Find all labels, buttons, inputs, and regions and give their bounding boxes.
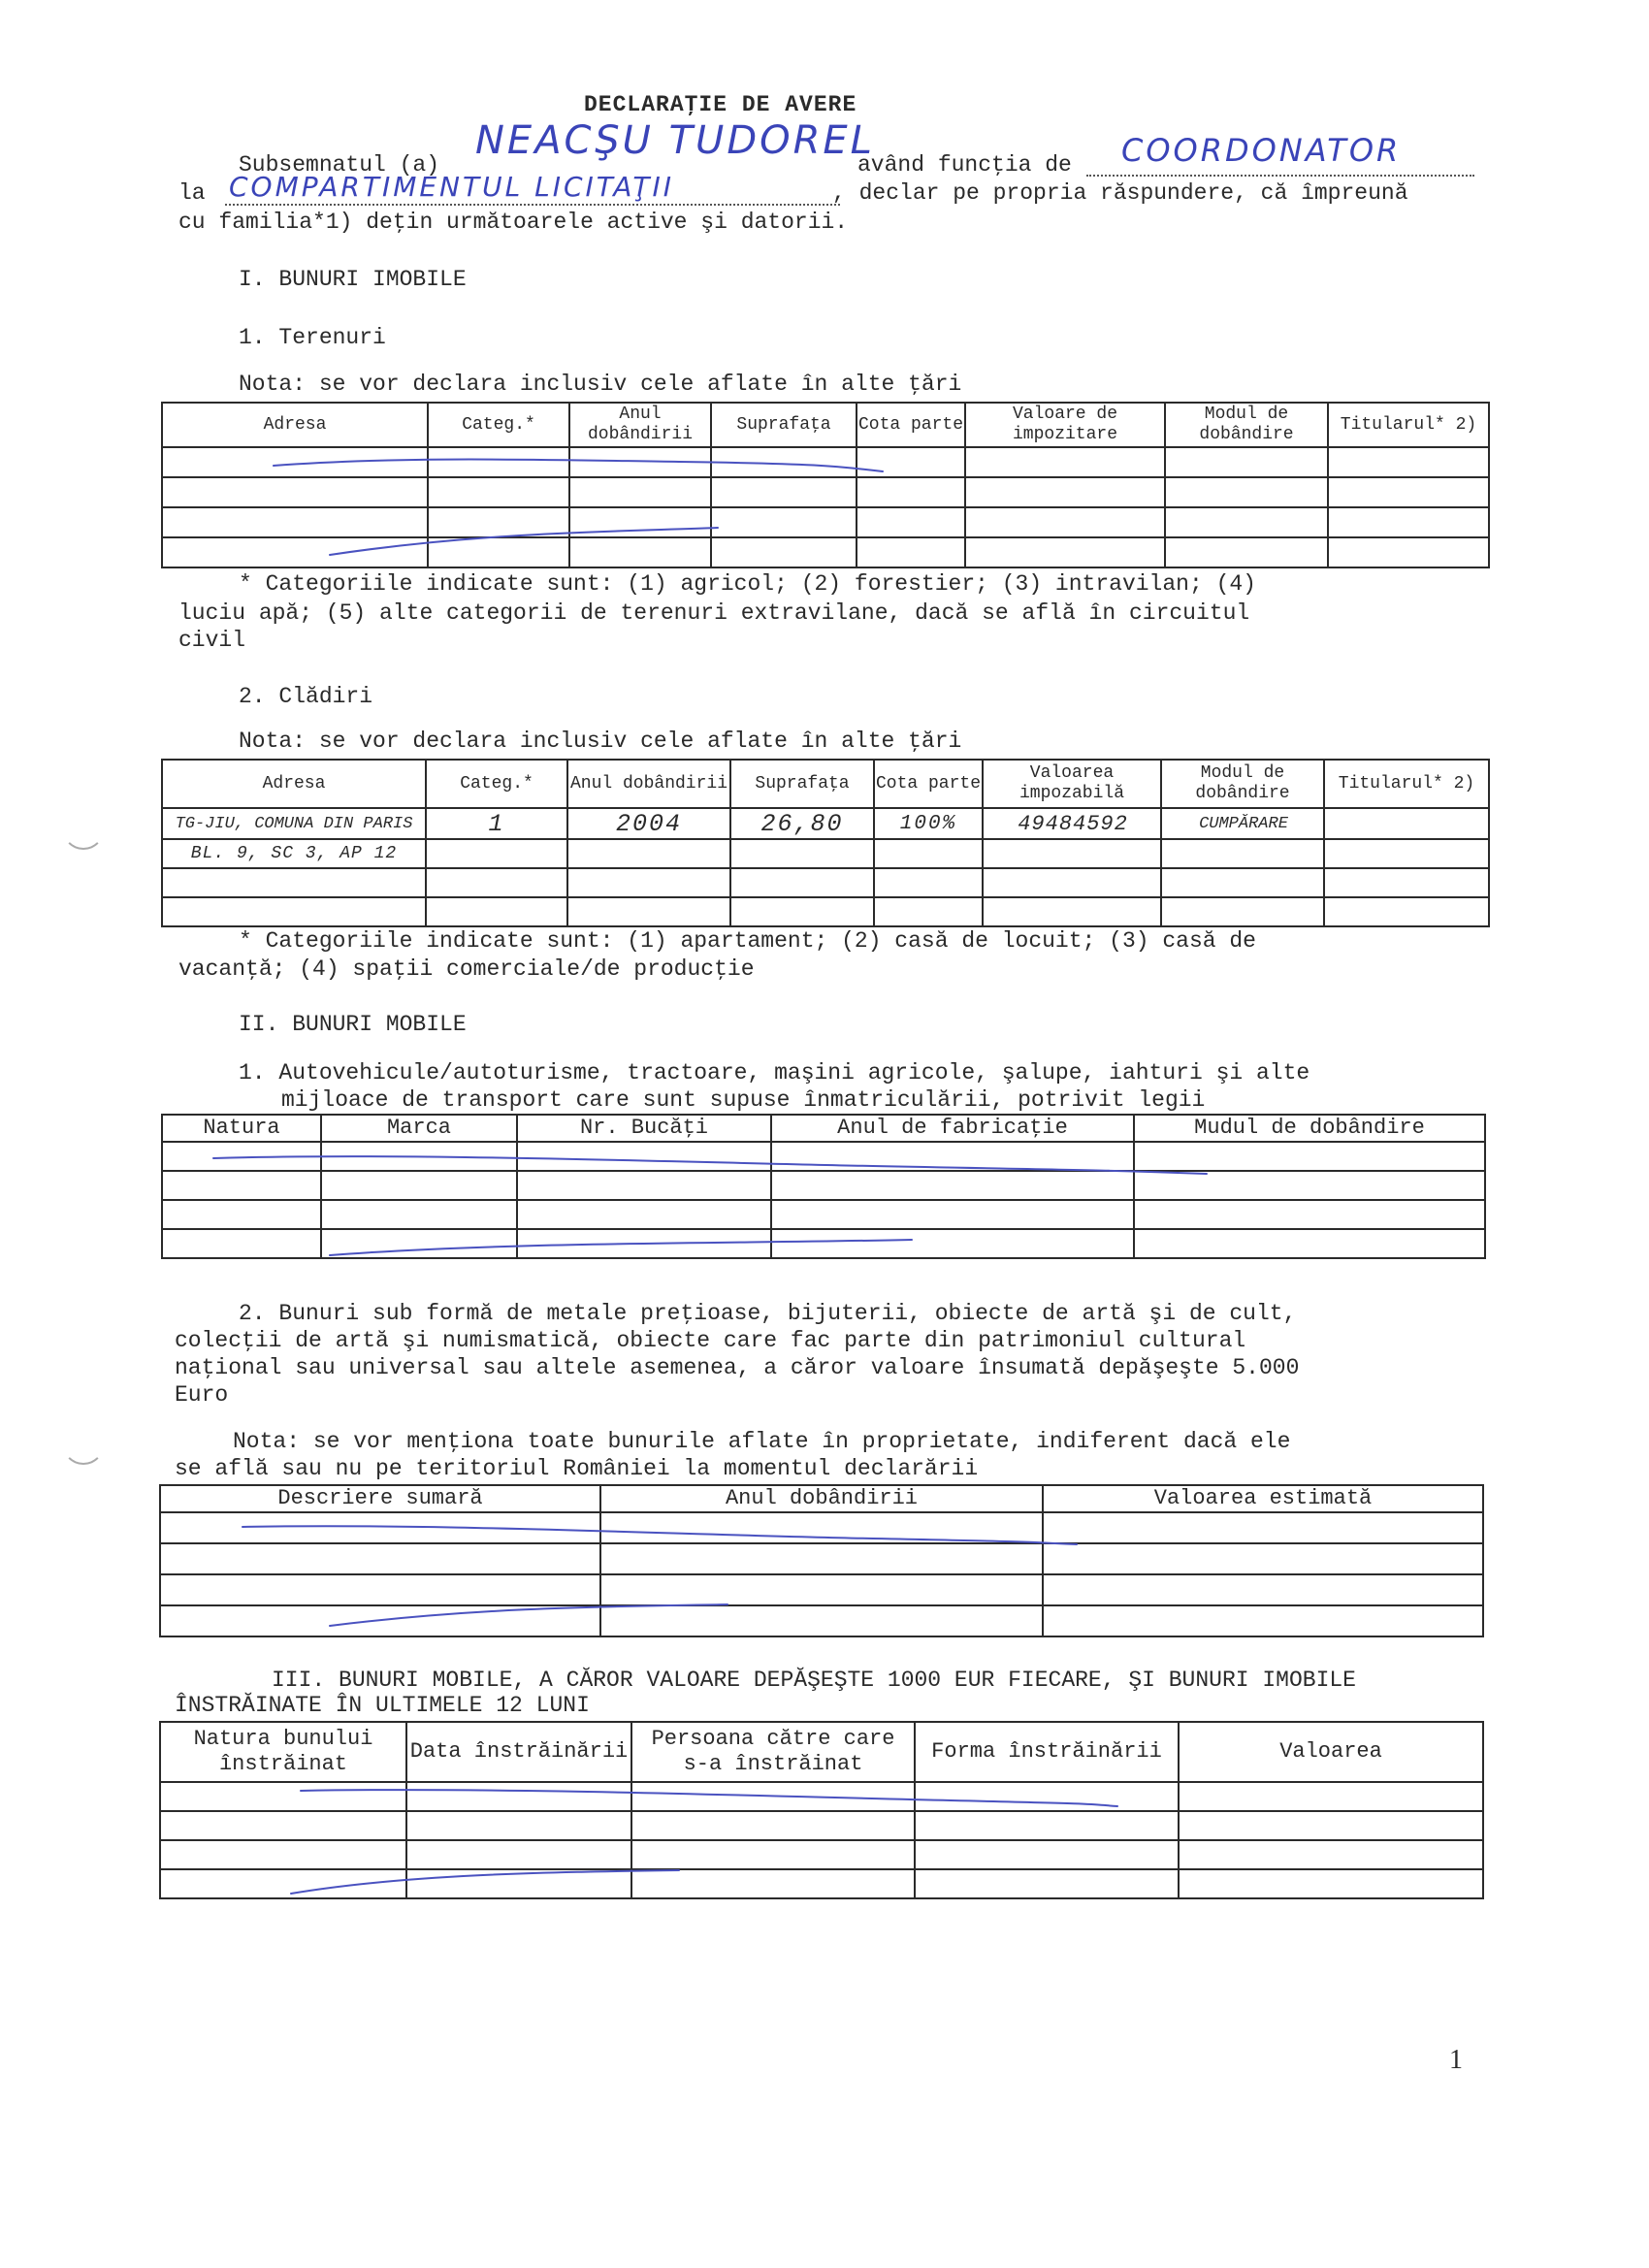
col-valoarea: Valoarea impozabilă [983,760,1161,808]
col-anul: Anul dobândirii [600,1485,1043,1512]
metale-text-1: 2. Bunuri sub formă de metale preţioase, bijuterii, obiecte de artă şi de cult, [239,1301,1297,1326]
section3-line-1: III. BUNURI MOBILE, A CĂROR VALOARE DEPĂŞEŞTE 1000 EUR FIECARE, ŞI BUNURI IMOBILE [272,1668,1356,1693]
table-row [162,537,1489,567]
declarant-name: NEACŞU TUDOREL [475,118,875,163]
cell-valoarea: 49484592 [983,808,1161,839]
col-natura-bunului: Natura bunului înstrăinat [160,1722,406,1782]
cladiri-footnote-2: vacanţă; (4) spaţii comerciale/de producţie [178,956,755,982]
col-adresa: Adresa [162,760,426,808]
col-natura: Natura [162,1115,321,1142]
col-nr-bucati: Nr. Bucăţi [517,1115,771,1142]
table-row [162,1200,1485,1229]
intro-subsemnatul: Subsemnatul (a) [239,152,440,178]
col-descriere: Descriere sumară [160,1485,600,1512]
function-dotted-line [1086,175,1474,177]
table-row [162,1171,1485,1200]
table-row [162,1229,1485,1258]
terenuri-heading: 1. Terenuri [239,325,386,350]
cladiri-footnote-1: * Categoriile indicate sunt: (1) apartament; (2) casă de locuit; (3) casă de [239,928,1256,954]
auto-text-1: 1. Autovehicule/autoturisme, tractoare, maşini agricole, şalupe, iahturi şi alte [239,1060,1310,1085]
section2-heading: II. BUNURI MOBILE [239,1012,467,1037]
section3-line-2: ÎNSTRĂINATE ÎN ULTIMELE 12 LUNI [175,1693,590,1718]
col-categ: Categ.* [426,760,567,808]
table-row [162,447,1489,477]
terenuri-nota: Nota: se vor declara inclusiv cele aflate în alte ţări [239,372,962,397]
table-row [162,868,1489,897]
terenuri-footnote-3: civil [178,628,246,653]
metale-text-3: naţional sau universal sau altele asemenea, a căror valoare însumată depăşeşte 5.000 [175,1355,1300,1380]
col-anul: Anul dobândirii [567,760,730,808]
cladiri-table [161,759,1490,927]
cell-modul: CUMPĂRARE [1161,808,1324,839]
col-data: Data înstrăinării [406,1722,631,1782]
table-row [162,477,1489,507]
instrainate-table [159,1721,1484,1899]
terenuri-footnote-2: luciu apă; (5) alte categorii de terenuri extravilane, dacă se află în circuitul [178,600,1250,626]
intro-line3: cu familia*1) deţin următoarele active şi datorii. [178,210,849,235]
table-row [160,1811,1483,1840]
document-title: DECLARAŢIE DE AVERE [584,92,857,117]
table-row [162,897,1489,926]
cell-anul: 2004 [567,808,730,839]
auto-table [161,1114,1486,1259]
metale-text-2: colecţii de artă şi numismatică, obiecte care fac parte din patrimoniul cultural [175,1328,1246,1353]
auto-text-2: mijloace de transport care sunt supuse înmatriculării, potrivit legii [281,1087,1206,1113]
place-dotted-line [225,204,840,206]
table-row [162,839,1489,868]
col-titularul: Titularul* 2) [1328,403,1489,447]
col-anul-fabricatie: Anul de fabricaţie [771,1115,1134,1142]
cell-categ: 1 [426,808,567,839]
col-modul: Mudul de dobândire [1134,1115,1485,1142]
table-row [162,808,1489,839]
section1-heading: I. BUNURI IMOBILE [239,267,467,292]
declarant-workplace: COMPARTIMENTUL LICITAŢII [229,171,675,203]
table-row [160,1574,1483,1605]
col-suprafata: Suprafaţa [711,403,857,447]
table-row [162,507,1489,537]
metale-nota-2: se află sau nu pe teritoriul României la momentul declarării [175,1456,979,1481]
cladiri-heading: 2. Clădiri [239,684,373,709]
terenuri-footnote-1: * Categoriile indicate sunt: (1) agricol; (2) forestier; (3) intravilan; (4) [239,571,1256,597]
col-valoarea: Valoarea [1179,1722,1483,1782]
col-modul: Modul de dobândire [1165,403,1328,447]
punch-mark [62,1436,105,1465]
table-row [160,1840,1483,1869]
declarant-function: COORDONATOR [1121,132,1402,169]
col-persoana: Persoana către care s-a înstrăinat [631,1722,915,1782]
intro-la: la [178,180,206,206]
metale-table [159,1484,1484,1637]
col-cota: Cota parte [874,760,983,808]
intro-declar: , declar pe propria răspundere, că împreună [832,180,1408,206]
table-row [160,1605,1483,1636]
table-row [160,1782,1483,1811]
intro-avand: având funcţia de [857,152,1072,178]
cell-suprafata: 26,80 [730,808,874,839]
cell-cota: 100% [874,808,983,839]
metale-nota-1: Nota: se vor menţiona toate bunurile aflate în proprietate, indiferent dacă ele [233,1429,1291,1454]
col-modul: Modul de dobândire [1161,760,1324,808]
terenuri-table [161,402,1490,568]
table-row [160,1512,1483,1543]
col-anul: Anul dobândirii [569,403,711,447]
table-row [162,1142,1485,1171]
col-valoarea: Valoarea estimată [1043,1485,1483,1512]
col-cota: Cota parte [857,403,965,447]
page-number: 1 [1449,2045,1463,2075]
col-categ: Categ.* [428,403,569,447]
table-row [160,1869,1483,1898]
col-marca: Marca [321,1115,517,1142]
col-adresa: Adresa [162,403,428,447]
col-forma: Forma înstrăinării [915,1722,1179,1782]
cladiri-nota: Nota: se vor declara inclusiv cele aflate în alte ţări [239,729,962,754]
col-titularul: Titularul* 2) [1324,760,1489,808]
table-row [160,1543,1483,1574]
punch-mark [62,821,105,850]
col-suprafata: Suprafaţa [730,760,874,808]
col-valoare: Valoare de impozitare [965,403,1165,447]
metale-text-4: Euro [175,1382,229,1408]
cell-adresa-2: BL. 9, SC 3, AP 12 [162,839,426,868]
cell-adresa: TG-JIU, COMUNA DIN PARIS [162,808,426,839]
